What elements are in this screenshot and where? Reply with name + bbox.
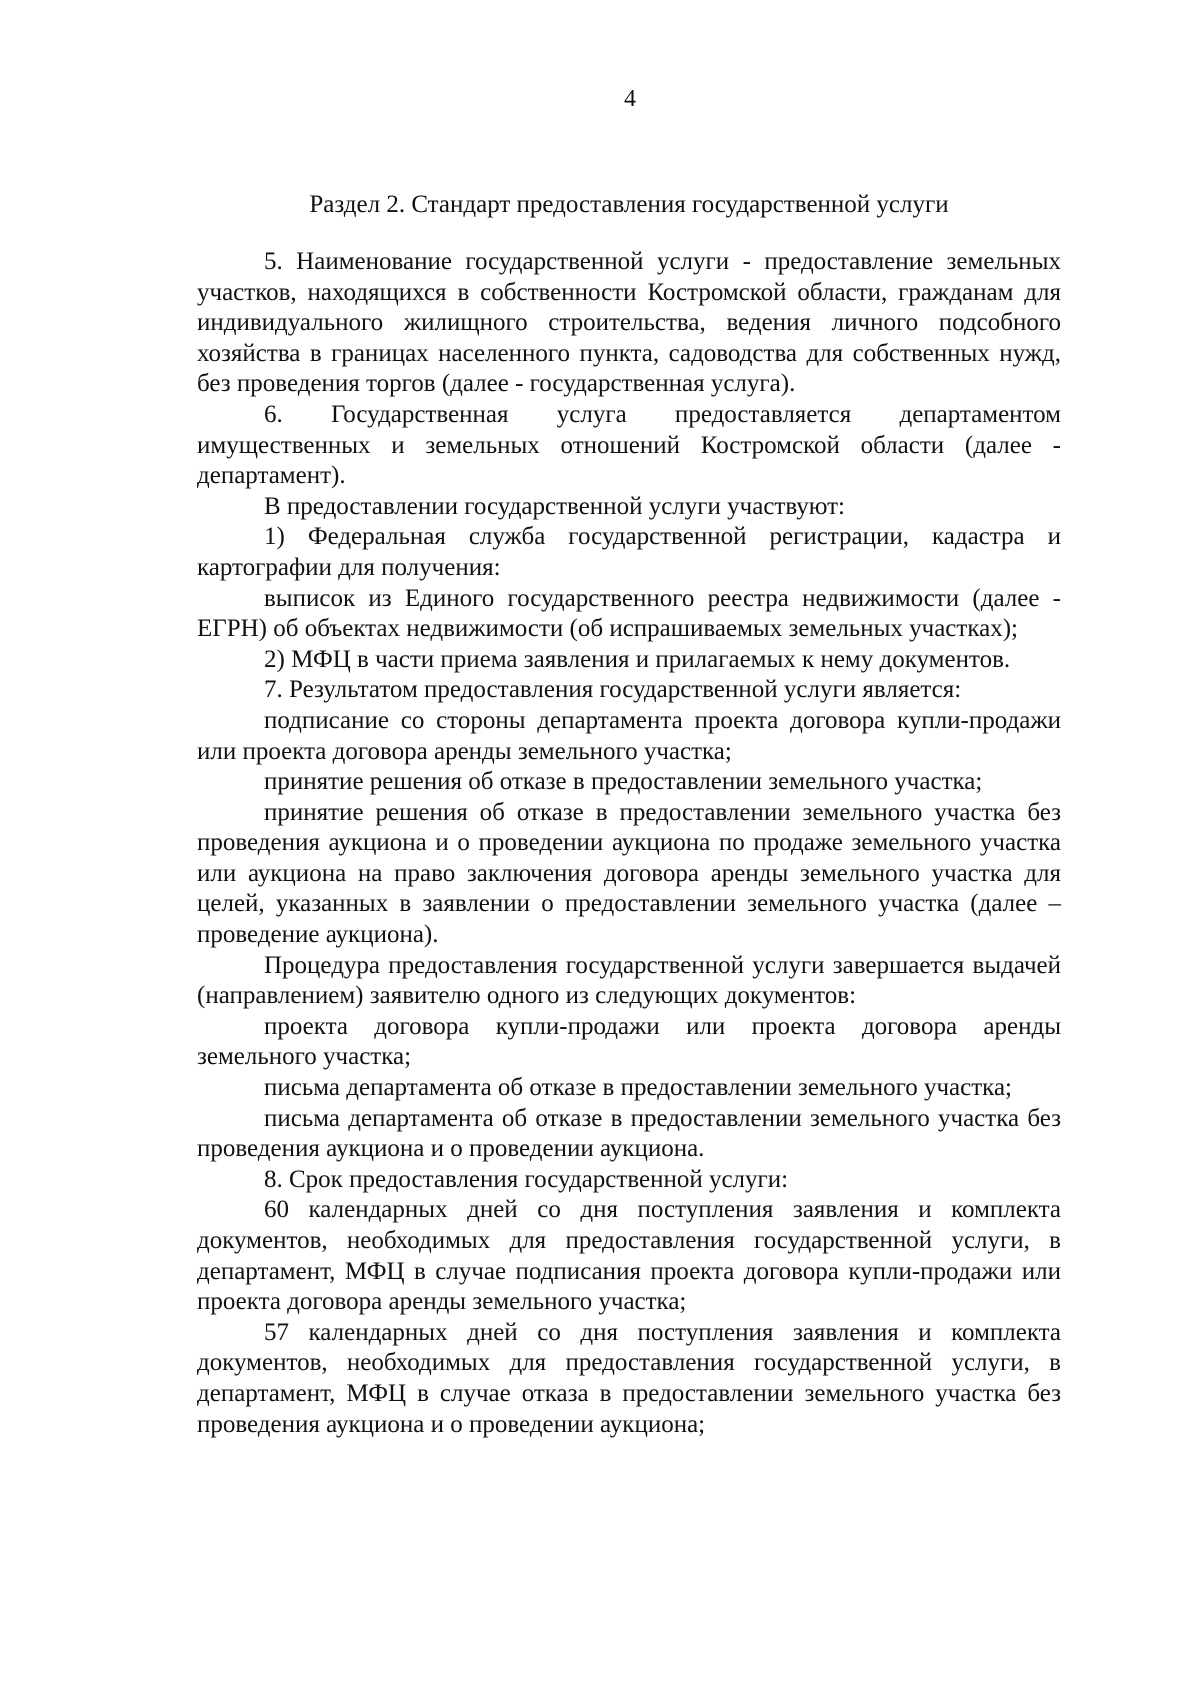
paragraph-item-5-service-name: 5. Наименование государственной услуги - предоставление земельных участков, находящихся в собственности Костромской области, гражданам для индивидуального жилищного строительства, ведения личного подсобного хозяйства в границах населенного пункта, садоводства для собственных нужд, без проведения торгов (далее - государственная услуга). bbox=[197, 248, 1061, 398]
paragraph-item-6-provider: 6. Государственная услуга предоставляется департаментом имущественных и земельных отношений Костромской области (далее - департамент). bbox=[197, 400, 1061, 490]
paragraph-result-signing: подписание со стороны департамента проекта договора купли-продажи или проекта договора аренды земельного участка; bbox=[197, 706, 1061, 765]
paragraph-item-8-term: 8. Срок предоставления государственной услуги: bbox=[264, 1165, 789, 1193]
page-number: 4 bbox=[624, 86, 636, 112]
paragraph-result-auction: принятие решения об отказе в предоставлении земельного участка без проведения аукциона и о проведении аукциона по продаже земельного участка или аукциона на право заключения договора аренды земельного участка для целей, указанных в заявлении о предоставлении земельного участка (далее – проведение аукциона). bbox=[197, 798, 1061, 949]
paragraph-term-57-days: 57 календарных дней со дня поступления заявления и комплекта документов, необходимых для предоставления государственной услуги, в департамент, МФЦ в случае отказа в предоставлении земельного участка без проведения аукциона и о проведении аукциона; bbox=[197, 1318, 1061, 1438]
section-title: Раздел 2. Стандарт предоставления государственной услуги bbox=[309, 191, 949, 218]
paragraph-item-7-result: 7. Результатом предоставления государственной услуги является: bbox=[264, 676, 962, 704]
paragraph-participant-mfc: 2) МФЦ в части приема заявления и прилагаемых к нему документов. bbox=[264, 645, 1011, 673]
paragraph-participant-rosreestr: 1) Федеральная служба государственной регистрации, кадастра и картографии для получения: bbox=[197, 523, 1061, 581]
paragraph-doc-contract-draft: проекта договора купли-продажи или проекта договора аренды земельного участка; bbox=[197, 1012, 1061, 1071]
paragraph-result-refusal: принятие решения об отказе в предоставлении земельного участка; bbox=[264, 768, 983, 796]
paragraph-doc-refusal-letter: письма департамента об отказе в предоставлении земельного участка; bbox=[264, 1074, 1012, 1102]
paragraph-term-60-days: 60 календарных дней со дня поступления заявления и комплекта документов, необходимых для предоставления государственной услуги, в департамент, МФЦ в случае подписания проекта договора купли-продажи или проекта договора аренды земельного участка; bbox=[197, 1196, 1061, 1316]
paragraph-procedure-completion: Процедура предоставления государственной услуги завершается выдачей (направлением) заявителю одного из следующих документов: bbox=[197, 951, 1061, 1010]
paragraph-egrn-extracts: выписок из Единого государственного реестра недвижимости (далее - ЕГРН) об объектах недвижимости (об испрашиваемых земельных участках); bbox=[197, 584, 1061, 643]
paragraph-doc-auction-letter: письма департамента об отказе в предоставлении земельного участка без проведения аукциона и о проведении аукциона. bbox=[197, 1104, 1061, 1163]
paragraph-participants-intro: В предоставлении государственной услуги участвуют: bbox=[264, 492, 846, 520]
document-body bbox=[197, 247, 1061, 1440]
